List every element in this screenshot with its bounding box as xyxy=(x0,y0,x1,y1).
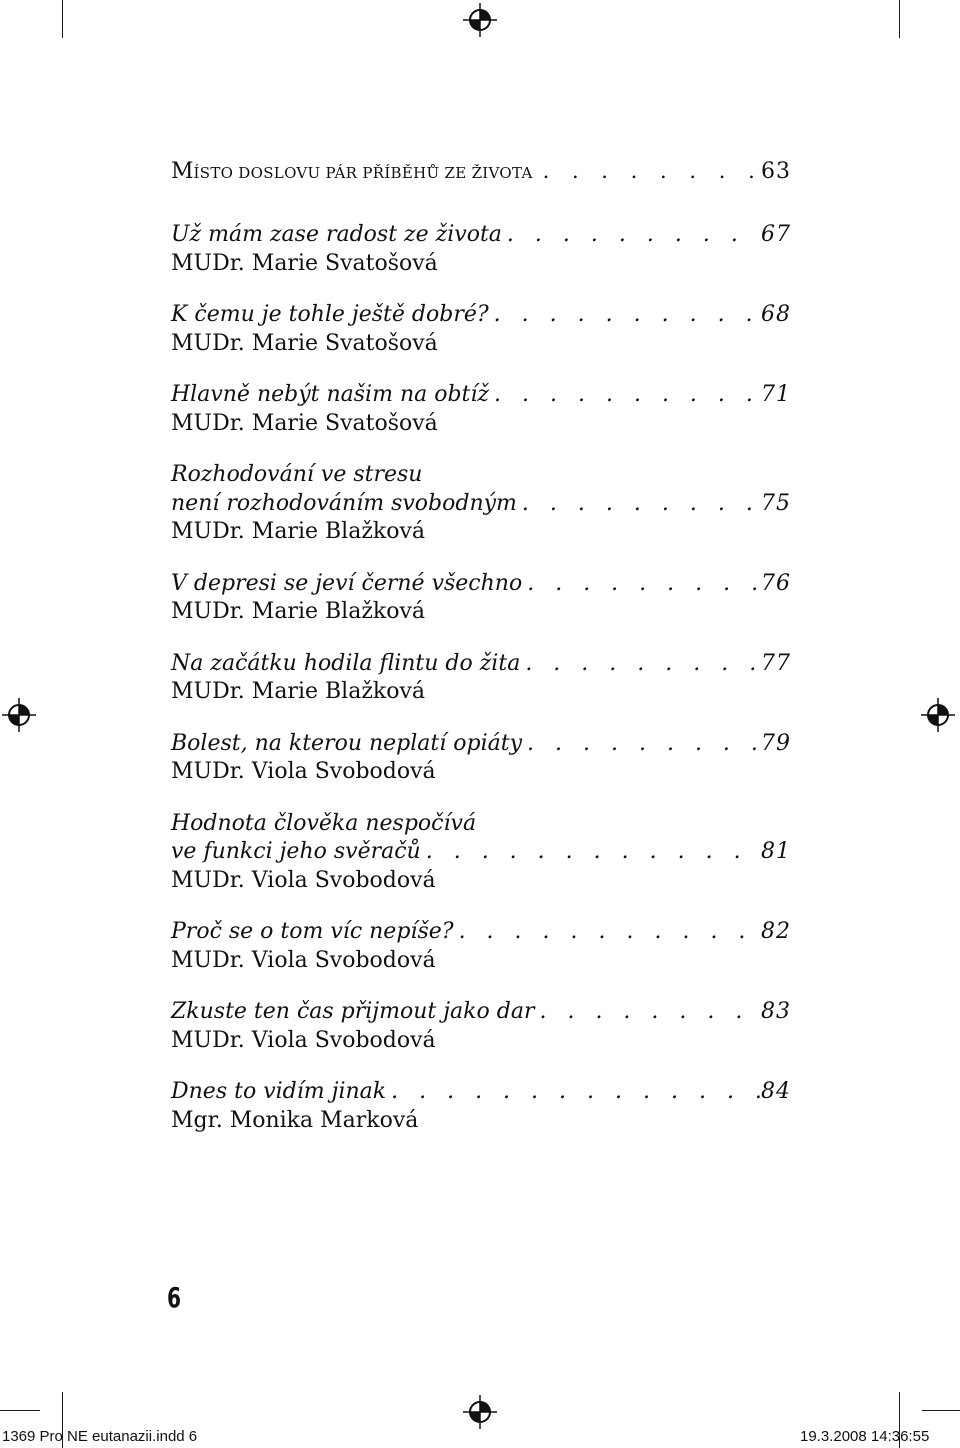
toc-entry-author: MUDr. Marie Svatošová xyxy=(171,250,438,276)
section-title-initial: M xyxy=(171,159,194,184)
dot-leader xyxy=(527,730,761,759)
toc-entry-author: MUDr. Viola Svobodová xyxy=(171,1027,436,1053)
toc-entry-line xyxy=(171,1078,791,1107)
toc-entry-title: V depresi se jeví černé všechno xyxy=(171,570,523,596)
toc-entry-title: Na začátku hodila flintu do žita xyxy=(171,650,521,676)
toc-entry-line xyxy=(171,810,791,839)
toc-entry-page-number: 83 xyxy=(761,999,791,1024)
dot-leader xyxy=(391,1078,761,1107)
crop-mark-bottom-right-h xyxy=(922,1410,960,1411)
toc-entry-line xyxy=(171,838,791,867)
toc-entry xyxy=(171,918,791,975)
section-title xyxy=(171,155,533,189)
crop-mark-top-right xyxy=(899,0,900,38)
toc-entry xyxy=(171,301,791,358)
toc-entry-author: MUDr. Viola Svobodová xyxy=(171,867,436,893)
toc-entry-line xyxy=(171,381,791,410)
table-of-contents xyxy=(171,221,791,1158)
registration-mark-left-icon xyxy=(0,695,39,735)
toc-entry-page-number: 79 xyxy=(761,730,791,756)
toc-entry-author: MUDr. Marie Blažková xyxy=(171,599,426,624)
toc-entry-title: K čemu je tohle ještě dobré? xyxy=(171,302,489,327)
toc-entry-author: MUDr. Viola Svobodová xyxy=(171,759,436,784)
toc-entry-author: Mgr. Monika Marková xyxy=(171,1107,419,1133)
toc-entry xyxy=(171,221,791,278)
slug-timestamp: 19.3.2008 14:36:55 xyxy=(800,1428,930,1445)
page-number: 6 xyxy=(167,1281,182,1314)
section-heading xyxy=(171,155,791,189)
toc-entry-line xyxy=(171,730,791,759)
dot-leader xyxy=(522,490,761,519)
dot-leader xyxy=(426,838,761,867)
toc-entry-page-number: 67 xyxy=(761,222,791,247)
toc-entry-page-number: 77 xyxy=(761,650,791,676)
toc-entry-page-number: 82 xyxy=(761,919,791,944)
toc-entry-title: Už mám zase radost ze života xyxy=(171,222,502,247)
toc-entry-page-number: 75 xyxy=(761,490,791,516)
toc-entry xyxy=(171,650,791,707)
toc-entry-title: Proč se o tom víc nepíše? xyxy=(171,919,454,944)
crop-mark-top-left xyxy=(62,0,63,38)
toc-entry-title: Bolest, na kterou neplatí opiáty xyxy=(171,730,523,756)
toc-entry-page-number: 84 xyxy=(761,1079,791,1104)
toc-entry xyxy=(171,998,791,1055)
slug-filename: 1369 Pro NE eutanazii.indd 6 xyxy=(2,1428,198,1445)
toc-entry-page-number: 71 xyxy=(761,382,791,407)
dot-leader xyxy=(507,221,761,250)
dot-leader xyxy=(527,570,761,599)
dot-leader xyxy=(539,998,761,1027)
toc-entry-line xyxy=(171,998,791,1027)
toc-entry-line xyxy=(171,221,791,250)
toc-entry-line xyxy=(171,490,791,519)
toc-entry-author: MUDr. Marie Svatošová xyxy=(171,330,438,356)
toc-entry-title: není rozhodováním svobodným xyxy=(171,490,517,516)
toc-entry xyxy=(171,461,791,547)
toc-entry xyxy=(171,570,791,627)
dot-leader xyxy=(543,155,761,187)
toc-entry-title: Zkuste ten čas přijmout jako dar xyxy=(171,999,535,1024)
toc-entry-author: MUDr. Marie Blažková xyxy=(171,519,426,544)
toc-entry-page-number: 68 xyxy=(761,302,791,327)
section-title-rest: ÍSTO DOSLOVU PÁR PŘÍBĚHŮ ZE ŽIVOTA xyxy=(193,164,533,182)
toc-entry-title: Hlavně nebýt našim na obtíž xyxy=(171,382,490,407)
toc-entry-page-number: 81 xyxy=(761,839,791,864)
toc-entry-line xyxy=(171,301,791,330)
registration-mark-right-icon xyxy=(918,695,958,735)
toc-entry-author: MUDr. Marie Svatošová xyxy=(171,410,438,436)
toc-entry xyxy=(171,810,791,896)
toc-entry xyxy=(171,1078,791,1135)
toc-entry-author: MUDr. Viola Svobodová xyxy=(171,947,436,973)
toc-entry-line xyxy=(171,570,791,599)
toc-entry-page-number: 76 xyxy=(761,570,791,596)
toc-entry-line xyxy=(171,461,791,490)
toc-entry-title: Hodnota člověka nespočívá xyxy=(171,810,477,836)
dot-leader xyxy=(494,301,761,330)
section-page-number: 63 xyxy=(761,159,791,184)
toc-entry xyxy=(171,381,791,438)
toc-entry-title: Dnes to vidím jinak xyxy=(171,1079,387,1104)
registration-mark-bottom-icon xyxy=(460,1392,500,1432)
crop-mark-bottom-left-h xyxy=(0,1410,40,1411)
toc-entry xyxy=(171,730,791,787)
toc-entry-author: MUDr. Marie Blažková xyxy=(171,679,426,704)
toc-entry-line xyxy=(171,650,791,679)
toc-entry-title: Rozhodování ve stresu xyxy=(171,462,423,487)
dot-leader xyxy=(494,381,761,410)
toc-entry-title: ve funkci jeho svěračů xyxy=(171,839,421,864)
toc-entry-line xyxy=(171,918,791,947)
registration-mark-top-icon xyxy=(460,0,500,40)
dot-leader xyxy=(525,650,761,679)
dot-leader xyxy=(459,918,761,947)
